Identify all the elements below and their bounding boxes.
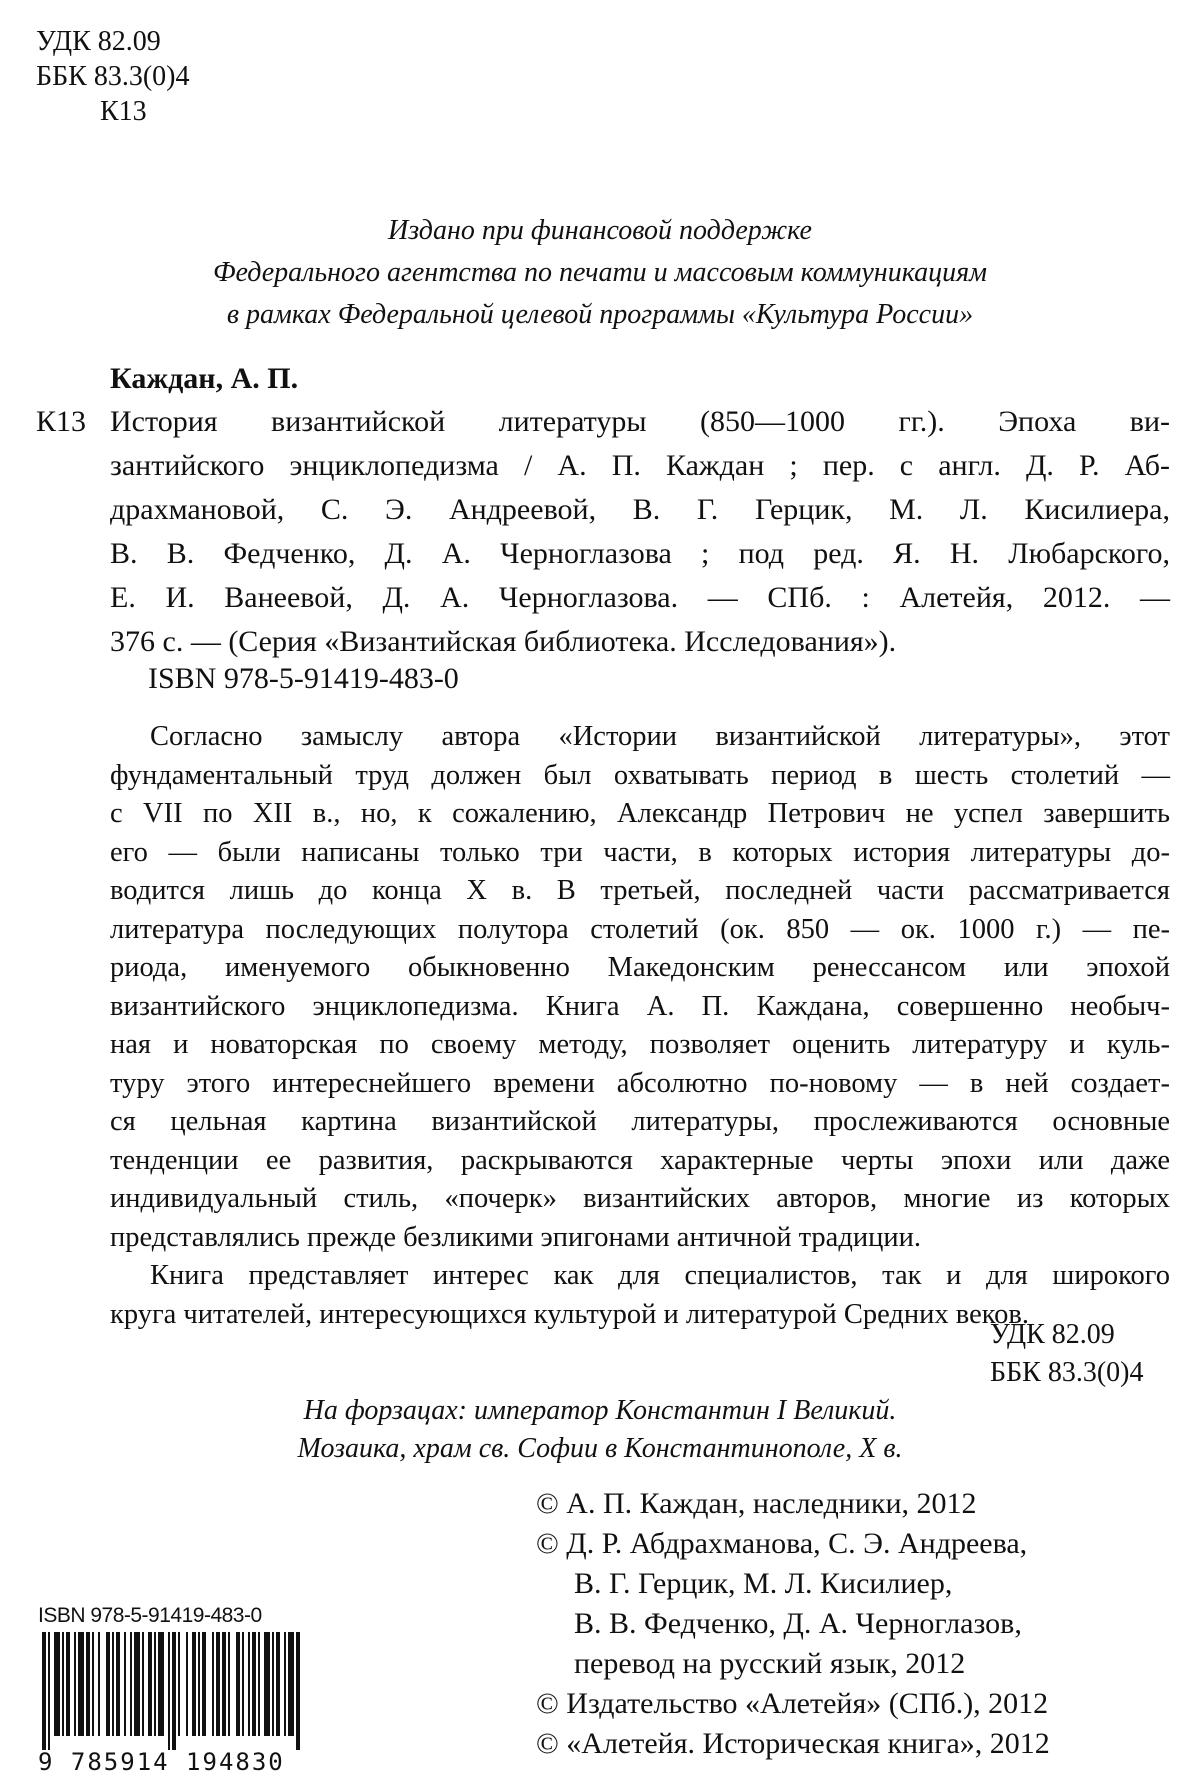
barcode-digits: 9 785914 194830 bbox=[38, 1748, 285, 1776]
abstract-line: круга читателей, интересующихся культурой и литературой Средних веков. bbox=[110, 1298, 1029, 1330]
biblio-line: Е. И. Ванеевой, Д. А. Черноглазова. — СПб. : Алетейя, 2012. — bbox=[110, 581, 1170, 614]
bottom-classification-codes bbox=[990, 1316, 1143, 1392]
abstract-line: туру этого интереснейшего времени абсолютно по-новому — в ней создает- bbox=[110, 1067, 1170, 1099]
barcode-bar bbox=[172, 1632, 176, 1750]
abstract-line: византийского энциклопедизма. Книга А. П. Каждана, совершенно необыч- bbox=[110, 990, 1170, 1022]
abstract bbox=[110, 718, 1170, 1334]
barcode-bar bbox=[142, 1632, 144, 1736]
copyright-notices bbox=[536, 1484, 1050, 1764]
barcode-bar bbox=[288, 1632, 294, 1736]
barcode-bar bbox=[252, 1632, 256, 1736]
biblio-line: В. В. Федченко, Д. А. Черноглазова ; под ред. Я. Н. Любарского, bbox=[110, 537, 1170, 570]
barcode-isbn: ISBN 978-5-91419-483-0 bbox=[38, 1604, 262, 1627]
endpaper-line: Мозаика, храм св. Софии в Константинополе, X в. bbox=[297, 1433, 903, 1464]
barcode-bar bbox=[42, 1632, 46, 1750]
biblio-line: 376 с. — (Серия «Византийская библиотека. Исследования»). bbox=[110, 625, 897, 658]
abstract-line: индивидуальный стиль, «почерк» византийских авторов, многие из которых bbox=[110, 1183, 1170, 1214]
isbn: ISBN 978-5-91419-483-0 bbox=[148, 662, 459, 695]
abstract-line: литература последующих полутора столетий (ок. 850 — ок. 1000 г.) — пе- bbox=[110, 913, 1170, 945]
support-notice bbox=[0, 210, 1200, 336]
abstract-line: представлялись прежде безликими эпигонами античной традиции. bbox=[110, 1221, 921, 1253]
udk-code: УДК 82.09 bbox=[990, 1319, 1115, 1350]
barcode-bar bbox=[296, 1632, 300, 1750]
abstract-line: Согласно замыслу автора «Истории византийской литературы», этот bbox=[150, 721, 1170, 752]
endpaper-note bbox=[0, 1392, 1200, 1468]
abstract-line: водится лишь до конца X в. В третьей, последней части рассматривается bbox=[110, 875, 1170, 906]
barcode-bar bbox=[74, 1632, 76, 1736]
barcode-bars-icon bbox=[38, 1632, 310, 1750]
barcode-bar bbox=[242, 1632, 244, 1736]
barcode-bar bbox=[134, 1632, 140, 1736]
abstract-line: ся цельная картина византийской литературы, прослеживаются основные bbox=[110, 1106, 1170, 1137]
bibliographic-description bbox=[110, 400, 1170, 664]
abstract-line: его — были написаны только три части, в которых история литературы до- bbox=[110, 836, 1170, 868]
barcode-bar bbox=[106, 1632, 110, 1736]
copyright-line: © А. П. Каждан, наследники, 2012 bbox=[536, 1487, 977, 1520]
barcode-bar bbox=[158, 1632, 164, 1736]
support-line: в рамках Федеральной целевой программы «Культура России» bbox=[226, 299, 974, 330]
barcode-bar bbox=[202, 1632, 206, 1736]
biblio-line: История византийской литературы (850—1000 гг.). Эпоха ви- bbox=[110, 405, 1170, 438]
endpaper-line: На форзацах: император Константин I Великий. bbox=[303, 1395, 897, 1426]
support-line: Издано при финансовой поддержке bbox=[388, 215, 812, 246]
copyright-line: перевод на русский язык, 2012 bbox=[574, 1647, 966, 1680]
barcode-bar bbox=[54, 1632, 60, 1736]
barcode-bar bbox=[276, 1632, 280, 1736]
barcode-bar bbox=[212, 1632, 214, 1736]
barcode-bar bbox=[154, 1632, 156, 1736]
barcode-bar bbox=[222, 1632, 226, 1736]
barcode-bar bbox=[186, 1632, 188, 1736]
abstract-line: с VII по XII в., но, к сожалению, Александр Петрович не успел завершить bbox=[110, 798, 1170, 829]
author-heading: Каждан, А. П. bbox=[110, 362, 299, 395]
barcode-bar bbox=[92, 1632, 94, 1736]
barcode-bar bbox=[178, 1632, 180, 1736]
barcode-bar bbox=[248, 1632, 250, 1736]
udk-code: УДК 82.09 bbox=[36, 26, 161, 57]
copyright-line: © «Алетейя. Историческая книга», 2012 bbox=[536, 1727, 1050, 1760]
abstract-line: тенденции ее развития, раскрываются характерные черты эпохи или даже bbox=[110, 1144, 1170, 1176]
abstract-line: Книга представляет интерес как для специалистов, так и для широкого bbox=[150, 1260, 1170, 1291]
top-classification-codes bbox=[36, 24, 189, 129]
barcode-bar bbox=[216, 1632, 220, 1736]
barcode-bar bbox=[66, 1632, 70, 1736]
barcode-bar bbox=[192, 1632, 196, 1736]
barcode-bar bbox=[228, 1632, 230, 1736]
barcode-bar bbox=[264, 1632, 270, 1736]
author-mark: К13 bbox=[100, 96, 147, 127]
barcode-bar bbox=[62, 1632, 64, 1736]
barcode-bar bbox=[48, 1632, 50, 1750]
copyright-line: © Д. Р. Абдрахманова, С. Э. Андреева, bbox=[536, 1527, 1028, 1560]
barcode-bar bbox=[98, 1632, 100, 1736]
barcode-bar bbox=[148, 1632, 152, 1736]
barcode-bar bbox=[86, 1632, 90, 1736]
barcode-bar bbox=[284, 1632, 286, 1736]
barcode-bar bbox=[116, 1632, 120, 1736]
barcode-bar bbox=[168, 1632, 170, 1750]
copyright-line: В. Г. Герцик, М. Л. Кисилиер, bbox=[574, 1567, 953, 1600]
support-line: Федерального агентства по печати и массовым коммуникациям bbox=[213, 257, 987, 288]
barcode-bar bbox=[258, 1632, 260, 1736]
biblio-line: драхмановой, С. Э. Андреевой, В. Г. Герцик, М. Л. Кисилиера, bbox=[110, 493, 1170, 526]
author-mark-margin: К13 bbox=[36, 405, 87, 438]
barcode-bar bbox=[198, 1632, 200, 1736]
barcode bbox=[38, 1604, 310, 1776]
copyright-line: В. В. Федченко, Д. А. Черноглазов, bbox=[574, 1607, 1022, 1640]
barcode-bar bbox=[236, 1632, 240, 1736]
abstract-line: риода, именуемого обыкновенно Македонским ренессансом или эпохой bbox=[110, 952, 1170, 983]
bbk-code: ББК 83.3(0)4 bbox=[990, 1357, 1144, 1388]
barcode-bar bbox=[78, 1632, 84, 1736]
copyright-line: © Издательство «Алетейя» (СПб.), 2012 bbox=[536, 1687, 1049, 1720]
barcode-bar bbox=[130, 1632, 132, 1736]
bbk-code: ББК 83.3(0)4 bbox=[36, 61, 190, 92]
abstract-line: фундаментальный труд должен был охватывать период в шесть столетий — bbox=[110, 759, 1170, 791]
barcode-bar bbox=[124, 1632, 126, 1736]
abstract-line: ная и новаторская по своему методу, позволяет оценить литературу и куль- bbox=[110, 1029, 1170, 1060]
biblio-line: зантийского энциклопедизма / А. П. Каждан ; пер. с англ. Д. Р. Аб- bbox=[110, 449, 1170, 482]
barcode-bar bbox=[112, 1632, 114, 1736]
barcode-bar bbox=[272, 1632, 274, 1736]
